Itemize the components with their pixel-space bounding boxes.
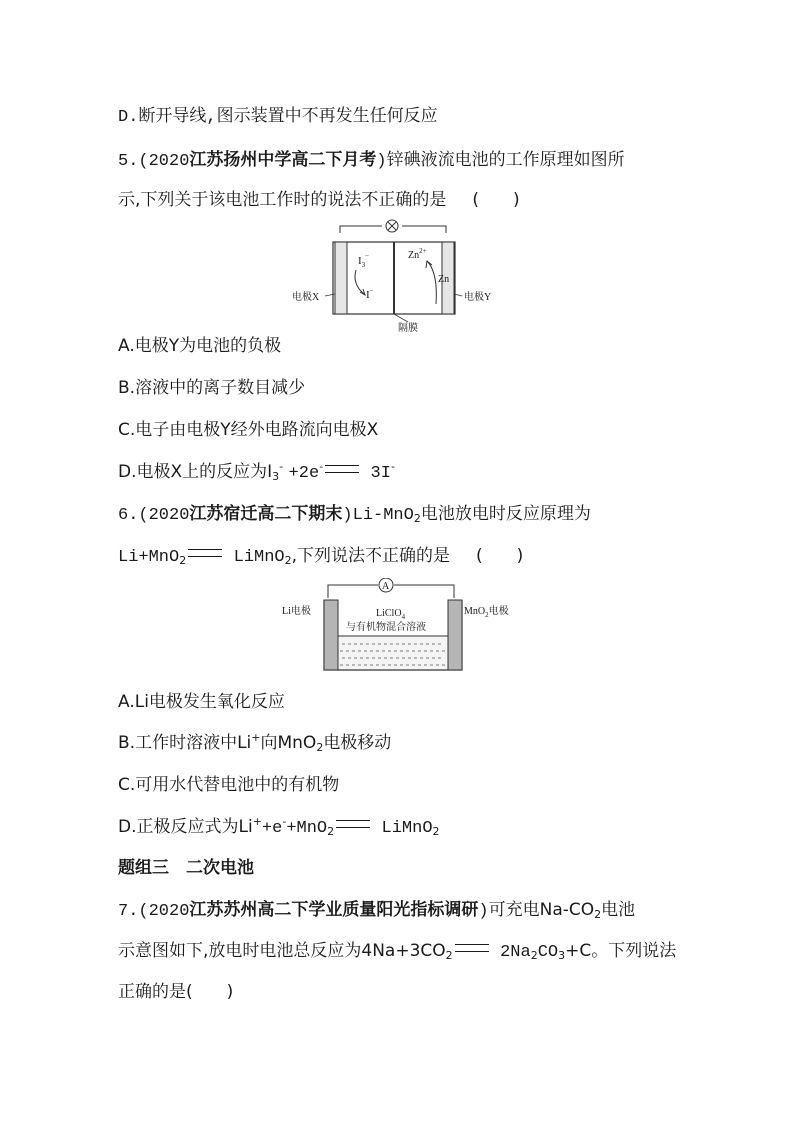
svg-text:与有机物混合溶液: 与有机物混合溶液 [346,622,426,633]
svg-text:MnO2电极: MnO$_2$电极 [464,606,509,619]
q5-option-b: B.溶液中的离子数目减少 [118,378,306,398]
q6-stem-line2: Li+MnO$_2$ LiMnO$_2$,下列说法不正确的是 ( ) [118,546,524,567]
q7-stem-line2: 示意图如下,放电时电池总反应为$4Na+3CO_2$ $2Na_2CO_3+C$。下列说法 [118,941,677,962]
svg-text:A: A [382,581,390,592]
answer-paren: ( ) [476,546,524,566]
q6-stem-line1: 6.(2020江苏宿迁高二下期末)Li-MnO$_2$电池放电时反应原理为 [118,504,591,525]
lamp-icon [386,220,398,232]
q6-option-d: D.正极反应式为Li++e-+MnO$_2$ LiMnO$_2$ [118,815,440,838]
q5-stem-line2: 示,下列关于该电池工作时的说法不正确的是 ( ) [118,190,520,210]
q6-option-c: C.可用水代替电池中的有机物 [118,775,340,795]
section-title: 题组三 二次电池 [118,858,254,878]
li-mno2-battery-diagram [278,578,518,678]
svg-text:LiClO4: LiClO$_4$ [376,608,406,621]
ammeter-icon [379,578,393,592]
q4-option-d: D.断开导线,图示装置中不再发生任何反应 [118,108,438,127]
svg-text:电极Y: 电极Y [464,292,492,303]
q7-stem-line3: 正确的是( ) [118,982,234,1002]
svg-text:Li电极: Li电极 [282,606,311,617]
q5-option-a: A.电极Y为电池的负极 [118,336,282,356]
q5-option-c: C.电子由电极Y经外电路流向电极X [118,420,379,440]
zinc-iodine-battery-diagram [290,218,505,333]
svg-text:I3−: $I_3^-$ [358,252,370,269]
svg-text:Zn2+: $Zn^{2+}$ [408,247,427,261]
q5-stem-line1: 5.(2020江苏扬州中学高二下月考)锌碘液流电池的工作原理如图所 [118,150,625,171]
svg-text:隔膜: 隔膜 [398,323,418,333]
q7-stem-line1: 7.(2020江苏苏州高二下学业质量阳光指标调研)可充电$Na-CO_2$电池 [118,900,636,921]
q5-option-d: D.电极X上的反应为$I_3^- +2e^-$ 3I- [118,460,395,483]
svg-text:I−: I− [366,287,374,301]
answer-paren: ( ) [472,190,520,210]
q6-option-a: A.Li电极发生氧化反应 [118,692,285,712]
q6-option-b: B.工作时溶液中Li+向MnO$_2$电极移动 [118,731,392,754]
svg-text:电极X: 电极X [292,292,320,303]
svg-text:Zn: Zn [438,274,450,285]
